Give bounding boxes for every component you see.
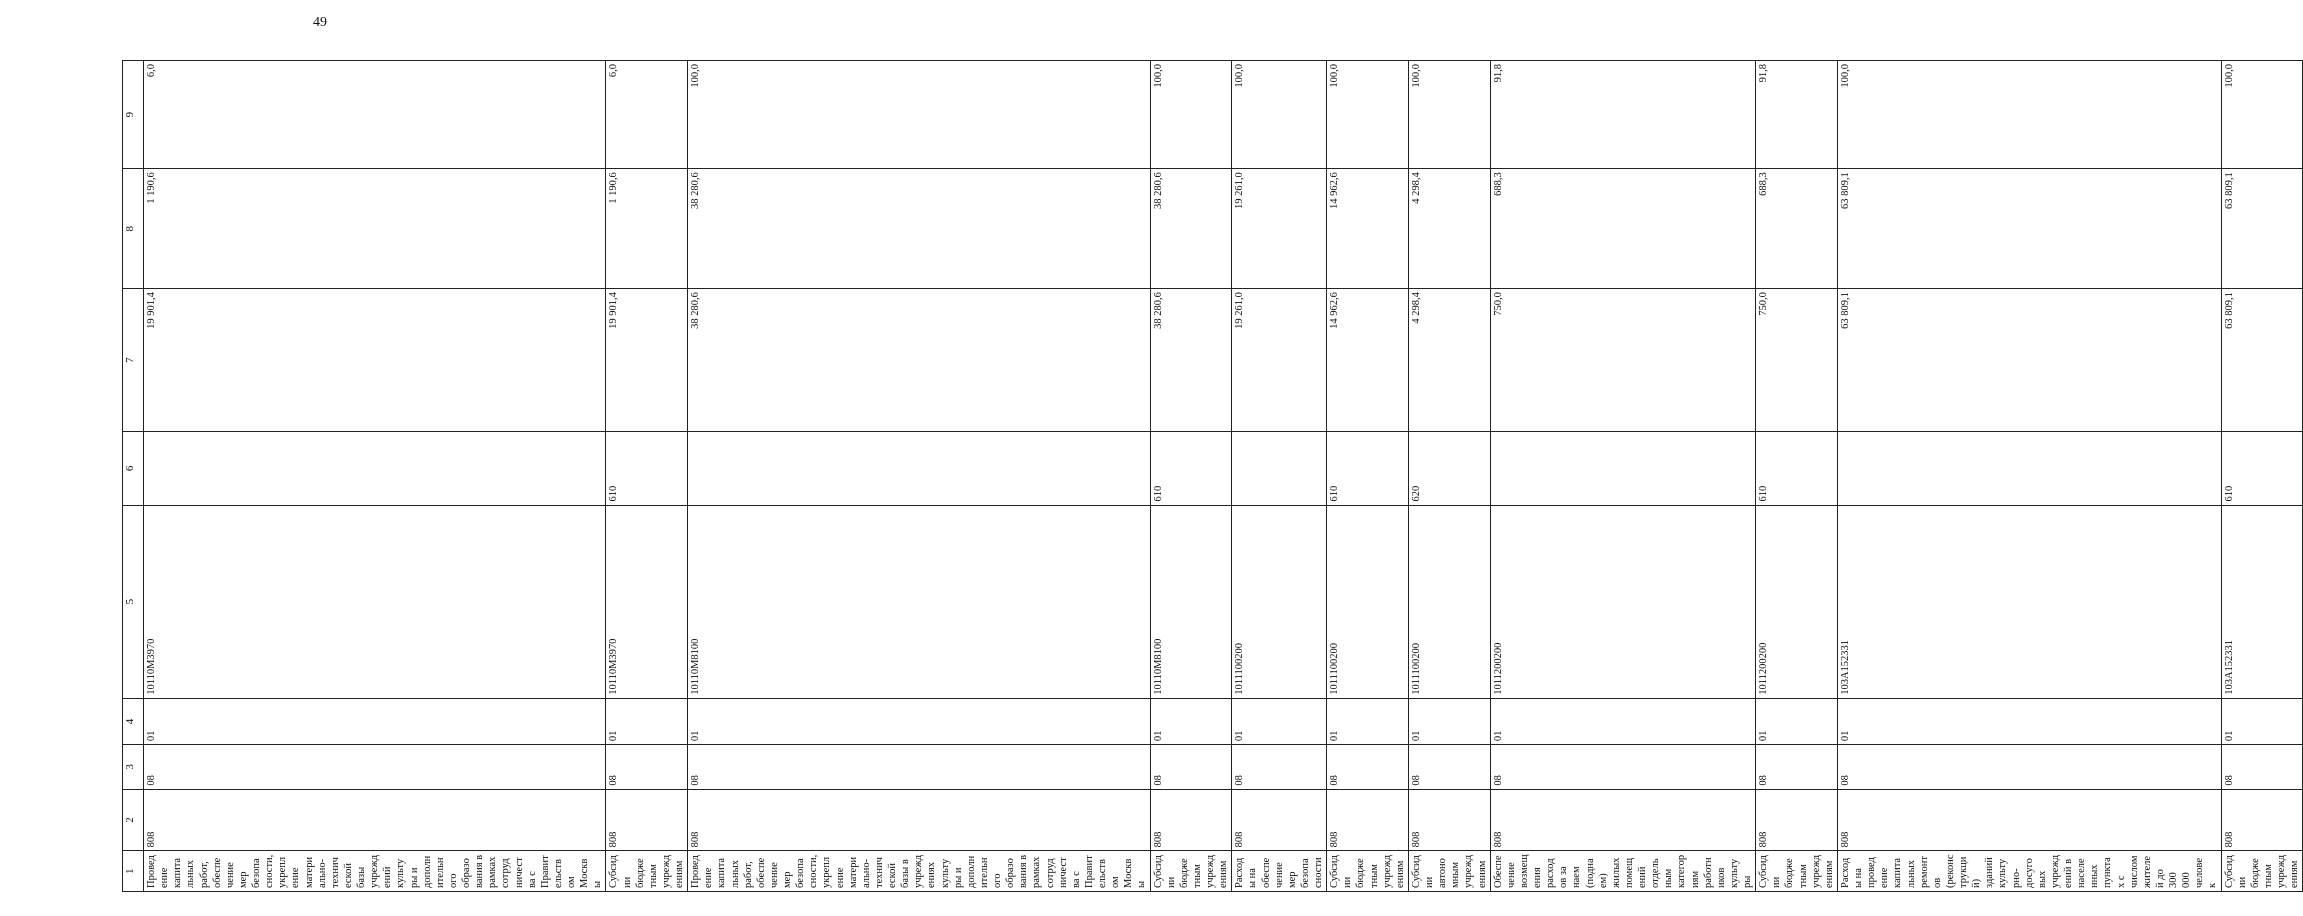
table-cell: 91,8 [1490, 61, 1756, 169]
table-cell [1232, 432, 1327, 505]
table-cell: Расходы на проведение капитальных ремонтов (реконструкций) зданий культурно-досуговых учреждений в населенных пунктах с числом жителей до 300 000 человек [1837, 851, 2221, 892]
table-cell: Обеспечение возмещения расходов за наем (поднаем) жилых помещений отдельным категориям работников культуры [1490, 851, 1756, 892]
table-cell: 10110M8100 [688, 505, 1150, 698]
table-cell: 808 [144, 789, 606, 851]
table-cell: 63 809,1 [1837, 289, 2221, 432]
table-cell: 38 280,6 [1150, 169, 1232, 289]
table-cell: 808 [1408, 789, 1490, 851]
column-header-5: 5 [123, 505, 144, 698]
table-cell: 1011100200 [1327, 505, 1409, 698]
table-cell: 100,0 [1232, 61, 1327, 169]
table-cell: 808 [688, 789, 1150, 851]
table-cell: 100,0 [1150, 61, 1232, 169]
column-header-7: 7 [123, 289, 144, 432]
table-cell: 63 809,1 [2221, 169, 2303, 289]
table-cell: 01 [144, 698, 606, 744]
column-header-9: 9 [123, 61, 144, 169]
table-cell: Расходы на обеспечение мер безопасности [1232, 851, 1327, 892]
table-cell: 01 [1837, 698, 2221, 744]
table-cell: 38 280,6 [688, 289, 1150, 432]
table-cell: 19 901,4 [606, 289, 688, 432]
table-cell: 4 298,4 [1408, 169, 1490, 289]
table-header-row [123, 61, 144, 892]
table-cell: 91,8 [1756, 61, 1838, 169]
table-row [688, 61, 1150, 892]
table-cell: 01 [1756, 698, 1838, 744]
table-cell: 38 280,6 [688, 169, 1150, 289]
table-cell: 01 [1490, 698, 1756, 744]
table-cell: Субсидии бюджетным учреждениям [2221, 851, 2303, 892]
table-cell: 01 [2221, 698, 2303, 744]
table-cell: 808 [1232, 789, 1327, 851]
table-row [1837, 61, 2221, 892]
table-cell: 08 [688, 745, 1150, 789]
table-cell: 808 [1490, 789, 1756, 851]
table-cell: Субсидии бюджетным учреждениям [1150, 851, 1232, 892]
table-body [144, 61, 2303, 892]
table-row [1232, 61, 1327, 892]
table-cell: Субсидии бюджетным учреждениям [1756, 851, 1838, 892]
table-cell: 808 [1837, 789, 2221, 851]
table-row [1490, 61, 1756, 892]
table-cell: 14 962,6 [1327, 169, 1409, 289]
table-cell [1490, 432, 1756, 505]
table-cell: 08 [1490, 745, 1756, 789]
table-cell: 808 [2221, 789, 2303, 851]
column-header-4: 4 [123, 698, 144, 744]
table-cell: 610 [1150, 432, 1232, 505]
table-cell: 688,3 [1756, 169, 1838, 289]
table-row [606, 61, 688, 892]
table-row [1327, 61, 1409, 892]
table-cell: 808 [1756, 789, 1838, 851]
table-cell: 01 [688, 698, 1150, 744]
table-cell [144, 432, 606, 505]
table-cell: 08 [1756, 745, 1838, 789]
table-cell: 1011200200 [1490, 505, 1756, 698]
table-cell: 08 [1327, 745, 1409, 789]
budget-table [122, 60, 2303, 892]
table-cell: 6,0 [606, 61, 688, 169]
table-cell: 08 [2221, 745, 2303, 789]
table-cell: 100,0 [1408, 61, 1490, 169]
table-cell: 6,0 [144, 61, 606, 169]
table-row [1756, 61, 1838, 892]
table-cell: 620 [1408, 432, 1490, 505]
table-cell: 19 261,0 [1232, 289, 1327, 432]
table-cell: 610 [1756, 432, 1838, 505]
table-cell: 610 [606, 432, 688, 505]
table-cell: Проведение капитальных работ, обеспечение мер безопасности, укрепление материально-технической базы в учреждениях культуры и дополнительного образования в рамках сотрудничества с Правительством Москвы [688, 851, 1150, 892]
table-cell: 01 [1232, 698, 1327, 744]
table-cell: 808 [1327, 789, 1409, 851]
table-cell: Проведение капитальных работ, обеспечение мер безопасности, укрепление материально-технической базы учреждений культуры и дополнительного образования в рамках сотрудничества с Правительством Москвы [144, 851, 606, 892]
table-row [2221, 61, 2303, 892]
table-cell: 01 [1327, 698, 1409, 744]
table-cell: 08 [1837, 745, 2221, 789]
table-cell: 750,0 [1490, 289, 1756, 432]
table-cell: 38 280,6 [1150, 289, 1232, 432]
table-cell: 100,0 [2221, 61, 2303, 169]
column-header-1: 1 [123, 851, 144, 892]
table-cell: 4 298,4 [1408, 289, 1490, 432]
table-row [144, 61, 606, 892]
table-cell: 103A152331 [1837, 505, 2221, 698]
table-cell: 610 [1327, 432, 1409, 505]
table-cell: 14 962,6 [1327, 289, 1409, 432]
table-cell: 08 [1150, 745, 1232, 789]
table-cell: 610 [2221, 432, 2303, 505]
table-cell: 10110M3970 [606, 505, 688, 698]
table-cell: 1011100200 [1408, 505, 1490, 698]
rotated-table-container [122, 60, 2301, 892]
column-header-6: 6 [123, 432, 144, 505]
table-cell: Субсидии автономным учреждениям [1408, 851, 1490, 892]
table-cell: 100,0 [1327, 61, 1409, 169]
page-number: 49 [313, 15, 327, 30]
table-cell: 1 190,6 [606, 169, 688, 289]
table-cell: 750,0 [1756, 289, 1838, 432]
table-cell: 688,3 [1490, 169, 1756, 289]
table-cell: 103A152331 [2221, 505, 2303, 698]
table-cell: 01 [1408, 698, 1490, 744]
table-cell [688, 432, 1150, 505]
table-cell: 10110M8100 [1150, 505, 1232, 698]
table-cell: 100,0 [688, 61, 1150, 169]
table-cell [1837, 432, 2221, 505]
table-cell: Субсидии бюджетным учреждениям [1327, 851, 1409, 892]
table-cell: 100,0 [1837, 61, 2221, 169]
table-cell: 1011200200 [1756, 505, 1838, 698]
table-cell: 808 [1150, 789, 1232, 851]
table-cell: 1011100200 [1232, 505, 1327, 698]
table-cell: 19 901,4 [144, 289, 606, 432]
table-cell: 08 [1408, 745, 1490, 789]
table-cell: Субсидии бюджетным учреждениям [606, 851, 688, 892]
table-cell: 08 [606, 745, 688, 789]
table-cell: 63 809,1 [1837, 169, 2221, 289]
column-header-2: 2 [123, 789, 144, 851]
table-cell: 08 [144, 745, 606, 789]
table-row [1408, 61, 1490, 892]
table-row [1150, 61, 1232, 892]
table-cell: 1 190,6 [144, 169, 606, 289]
table-cell: 19 261,0 [1232, 169, 1327, 289]
table-cell: 01 [606, 698, 688, 744]
table-cell: 808 [606, 789, 688, 851]
table-cell: 08 [1232, 745, 1327, 789]
column-header-3: 3 [123, 745, 144, 789]
table-cell: 01 [1150, 698, 1232, 744]
column-header-8: 8 [123, 169, 144, 289]
table-cell: 63 809,1 [2221, 289, 2303, 432]
table-cell: 10110M3970 [144, 505, 606, 698]
